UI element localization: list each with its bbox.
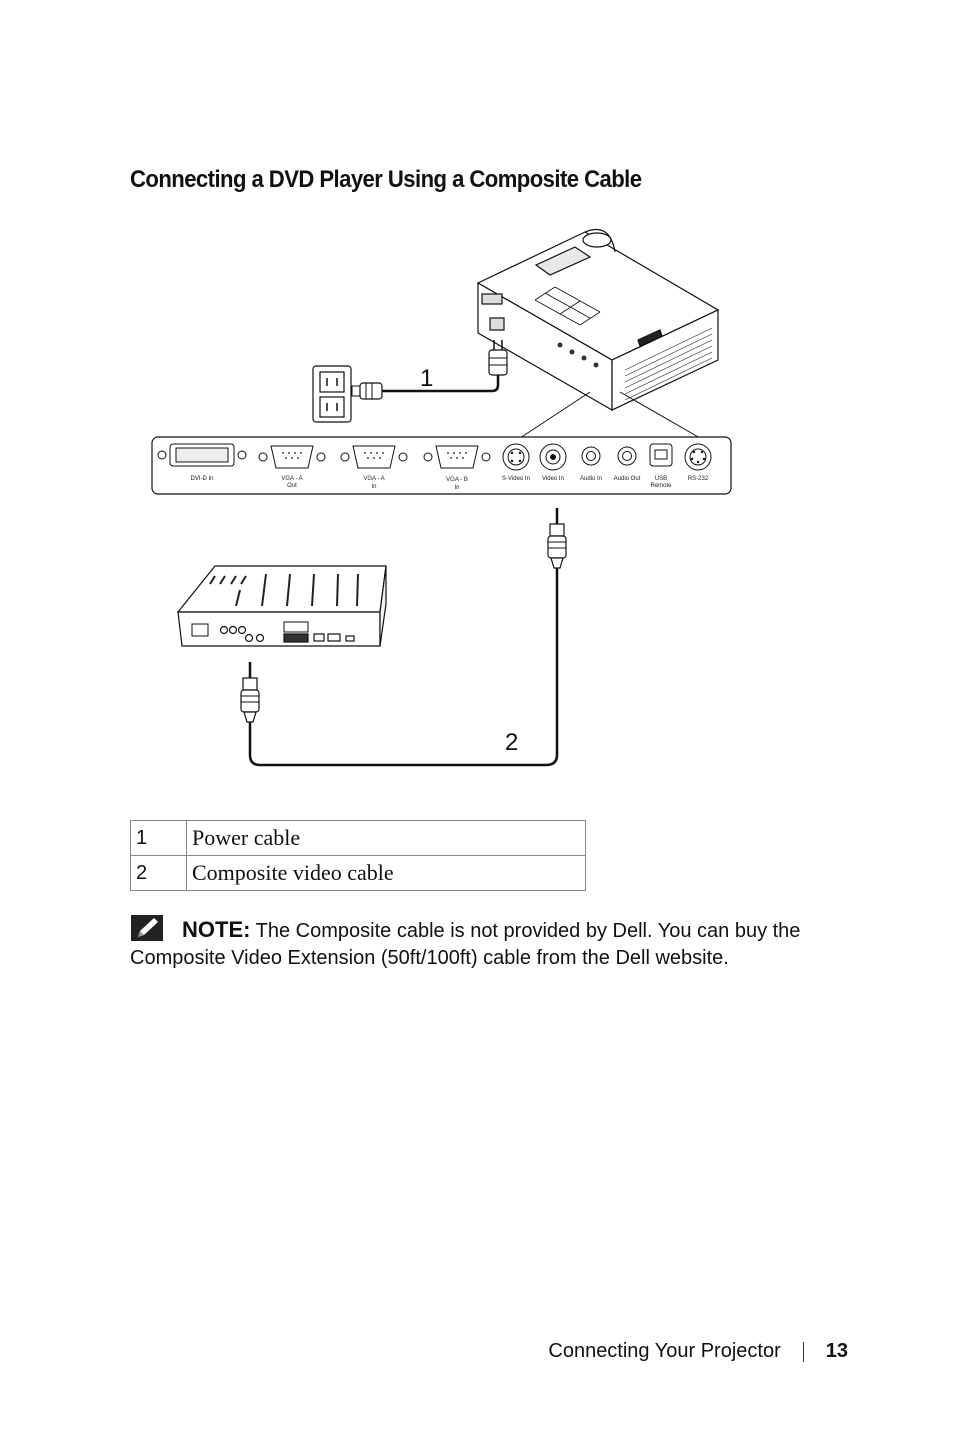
port-label-audio-in: Audio In	[579, 476, 603, 482]
port-label-usb-2: Remote	[650, 483, 672, 489]
port-label-vga-a-in-2: In	[371, 484, 377, 490]
legend-description: Composite video cable	[187, 856, 586, 891]
port-label-dvi: DVI-D In	[190, 476, 214, 482]
port-label-rs232: RS-232	[687, 476, 709, 482]
footer-divider	[803, 1342, 804, 1362]
legend-table	[130, 820, 586, 891]
projector-illustration	[478, 230, 718, 411]
port-label-usb: USB	[654, 476, 668, 482]
page-number: 13	[825, 1340, 848, 1362]
legend-description: Power cable	[187, 821, 586, 856]
note-text: The Composite cable is not provided by Dell. You can buy the Composite Video Extension (50ft/100ft) cable from the Dell website.	[130, 920, 801, 969]
port-label-audio-out: Audio Out	[613, 476, 641, 482]
connection-diagram	[0, 215, 954, 785]
callout-2: 2	[505, 729, 519, 756]
note-label: NOTE:	[182, 917, 251, 942]
page-footer	[548, 1340, 848, 1363]
page-title: Connecting a DVD Player Using a Composite Cable	[130, 166, 642, 193]
dvd-player-illustration	[178, 566, 386, 646]
wall-outlet	[313, 366, 351, 422]
legend-number: 1	[131, 821, 187, 856]
footer-section-title: Connecting Your Projector	[548, 1340, 781, 1362]
table-row	[131, 856, 586, 891]
port-label-video-in: Video In	[542, 476, 564, 482]
projector-port-panel	[152, 437, 731, 494]
port-label-vga-a-out: VGA - A	[281, 476, 303, 482]
pencil-note-icon	[130, 913, 164, 943]
port-label-vga-b-in: VGA - B	[446, 477, 468, 483]
port-label-vga-b-in-2: In	[454, 485, 460, 491]
note-block	[130, 913, 870, 972]
legend-number: 2	[131, 856, 187, 891]
port-label-s-video: S-Video In	[502, 476, 530, 482]
port-label-vga-a-in: VGA - A	[363, 476, 385, 482]
callout-1: 1	[420, 365, 434, 392]
port-label-vga-a-out-2: Out	[287, 483, 297, 489]
table-row	[131, 821, 586, 856]
